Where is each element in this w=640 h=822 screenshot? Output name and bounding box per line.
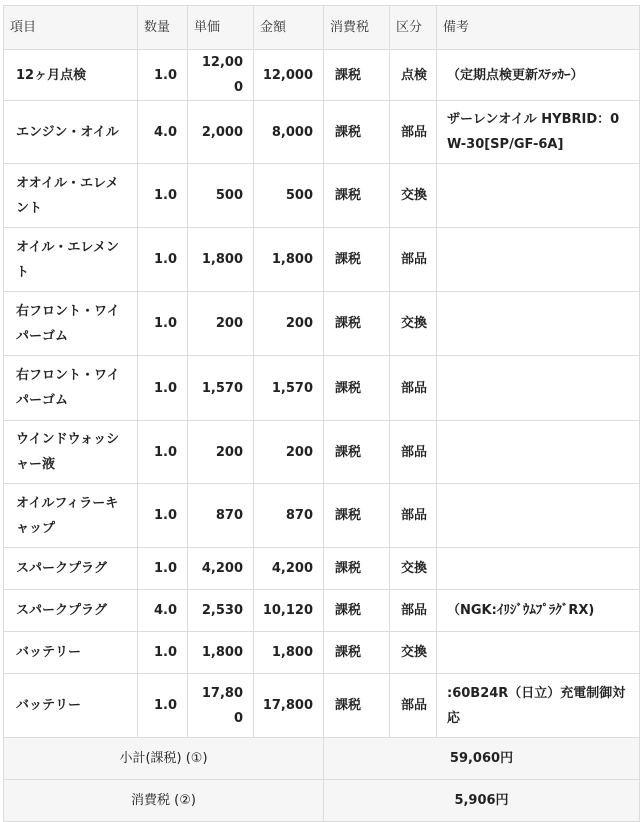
header-tax: 消費税	[324, 6, 390, 50]
cell-amount: 870	[254, 484, 324, 548]
cell-item: オイルフィラーキャップ	[4, 484, 138, 548]
cell-tax: 課税	[324, 292, 390, 356]
header-unit-price: 単価	[188, 6, 254, 50]
subtotal-value: 59,060円	[324, 738, 640, 780]
cell-item: 右フロント・ワイパーゴム	[4, 356, 138, 421]
cell-qty: 1.0	[138, 548, 188, 590]
cell-unit-price: 2,000	[188, 101, 254, 164]
cell-qty: 4.0	[138, 101, 188, 164]
cell-amount: 200	[254, 421, 324, 484]
table-row	[4, 421, 640, 484]
cell-item: オイル・エレメント	[4, 228, 138, 292]
cell-tax: 課税	[324, 674, 390, 738]
cell-unit-price: 1,800	[188, 228, 254, 292]
cell-amount: 1,570	[254, 356, 324, 421]
cell-qty: 1.0	[138, 632, 188, 674]
cell-division: 交換	[390, 164, 437, 228]
cell-tax: 課税	[324, 164, 390, 228]
table-row	[4, 674, 640, 738]
table-row	[4, 228, 640, 292]
table-body	[4, 50, 640, 738]
cell-division: 部品	[390, 356, 437, 421]
tax-row	[4, 780, 640, 822]
cell-item: バッテリー	[4, 674, 138, 738]
header-item: 項目	[4, 6, 138, 50]
cell-item: 右フロント・ワイパーゴム	[4, 292, 138, 356]
cell-qty: 1.0	[138, 50, 188, 101]
cell-note: （定期点検更新ｽﾃｯｶｰ）	[437, 50, 640, 101]
cell-note	[437, 632, 640, 674]
cell-item: スパークプラグ	[4, 590, 138, 632]
cell-qty: 1.0	[138, 164, 188, 228]
cell-qty: 1.0	[138, 228, 188, 292]
cell-division: 部品	[390, 590, 437, 632]
table-summary	[4, 738, 640, 822]
cell-tax: 課税	[324, 50, 390, 101]
subtotal-row	[4, 738, 640, 780]
cell-note: （NGK:ｲﾘｼﾞｳﾑﾌﾟﾗｸﾞRX)	[437, 590, 640, 632]
cell-tax: 課税	[324, 548, 390, 590]
cell-note	[437, 484, 640, 548]
cell-division: 部品	[390, 484, 437, 548]
table-row	[4, 632, 640, 674]
cell-item: エンジン・オイル	[4, 101, 138, 164]
cell-note	[437, 292, 640, 356]
cell-qty: 1.0	[138, 674, 188, 738]
tax-label: 消費税 (②)	[4, 780, 324, 822]
cell-tax: 課税	[324, 590, 390, 632]
cell-item: スパークプラグ	[4, 548, 138, 590]
cell-unit-price: 1,570	[188, 356, 254, 421]
table-row	[4, 590, 640, 632]
cell-amount: 17,800	[254, 674, 324, 738]
cell-amount: 4,200	[254, 548, 324, 590]
cell-note	[437, 356, 640, 421]
estimate-table	[3, 5, 640, 822]
cell-item: 12ヶ月点検	[4, 50, 138, 101]
cell-qty: 1.0	[138, 484, 188, 548]
header-amount: 金額	[254, 6, 324, 50]
cell-note	[437, 548, 640, 590]
tax-value: 5,906円	[324, 780, 640, 822]
cell-amount: 1,800	[254, 632, 324, 674]
table-header	[4, 6, 640, 50]
cell-note: :60B24R（日立）充電制御対応	[437, 674, 640, 738]
cell-division: 部品	[390, 674, 437, 738]
table-row	[4, 50, 640, 101]
cell-note	[437, 421, 640, 484]
cell-qty: 4.0	[138, 590, 188, 632]
table-row	[4, 548, 640, 590]
cell-tax: 課税	[324, 632, 390, 674]
cell-unit-price: 200	[188, 421, 254, 484]
cell-item: オオイル・エレメント	[4, 164, 138, 228]
cell-division: 部品	[390, 421, 437, 484]
cell-item: ウインドウォッシャー液	[4, 421, 138, 484]
cell-amount: 10,120	[254, 590, 324, 632]
header-note: 備考	[437, 6, 640, 50]
cell-unit-price: 870	[188, 484, 254, 548]
cell-unit-price: 500	[188, 164, 254, 228]
table-row	[4, 164, 640, 228]
cell-amount: 1,800	[254, 228, 324, 292]
cell-division: 部品	[390, 228, 437, 292]
cell-unit-price: 17,800	[188, 674, 254, 738]
cell-unit-price: 4,200	[188, 548, 254, 590]
cell-tax: 課税	[324, 356, 390, 421]
cell-division: 交換	[390, 632, 437, 674]
cell-amount: 8,000	[254, 101, 324, 164]
header-row	[4, 6, 640, 50]
cell-division: 交換	[390, 292, 437, 356]
table-row	[4, 356, 640, 421]
subtotal-label: 小計(課税) (①)	[4, 738, 324, 780]
cell-unit-price: 12,000	[188, 50, 254, 101]
table-row	[4, 484, 640, 548]
cell-amount: 200	[254, 292, 324, 356]
cell-tax: 課税	[324, 228, 390, 292]
cell-qty: 1.0	[138, 421, 188, 484]
cell-division: 部品	[390, 101, 437, 164]
header-qty: 数量	[138, 6, 188, 50]
cell-note	[437, 164, 640, 228]
cell-note: ザーレンオイル HYBRID：0W-30[SP/GF-6A]	[437, 101, 640, 164]
cell-item: バッテリー	[4, 632, 138, 674]
cell-qty: 1.0	[138, 292, 188, 356]
cell-unit-price: 1,800	[188, 632, 254, 674]
cell-qty: 1.0	[138, 356, 188, 421]
cell-unit-price: 2,530	[188, 590, 254, 632]
header-division: 区分	[390, 6, 437, 50]
cell-unit-price: 200	[188, 292, 254, 356]
cell-division: 交換	[390, 548, 437, 590]
table-row	[4, 101, 640, 164]
cell-amount: 12,000	[254, 50, 324, 101]
table-row	[4, 292, 640, 356]
cell-division: 点検	[390, 50, 437, 101]
cell-tax: 課税	[324, 101, 390, 164]
cell-tax: 課税	[324, 484, 390, 548]
cell-amount: 500	[254, 164, 324, 228]
cell-note	[437, 228, 640, 292]
cell-tax: 課税	[324, 421, 390, 484]
